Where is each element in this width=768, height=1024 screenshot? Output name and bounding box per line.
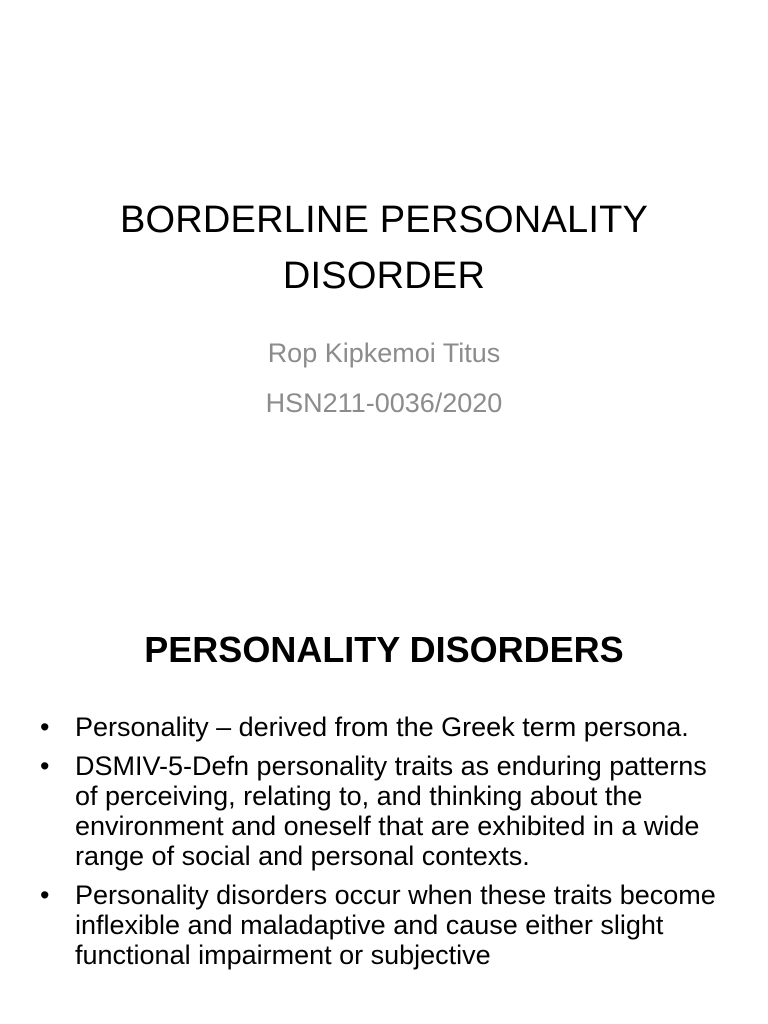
bullet-icon: • <box>40 712 50 742</box>
bullet-text: Personality disorders occur when these traits become inflexible and maladaptive and cause either slight functional impairment or subjective <box>75 880 716 970</box>
title-line-2: DISORDER <box>282 255 486 297</box>
content-slide <box>0 576 768 1024</box>
student-id: HSN211-0036/2020 <box>265 388 503 418</box>
bullet-icon: • <box>40 751 50 781</box>
presentation-title <box>0 192 768 304</box>
author-name: Rop Kipkemoi Titus <box>267 338 501 368</box>
bullet-item <box>40 880 730 970</box>
title-line-1: BORDERLINE PERSONALITY <box>119 199 649 241</box>
bullet-list <box>40 712 730 979</box>
bullet-text: DSMIV-5-Defn personality traits as enduring patterns of perceiving, relating to, and thinking about the environment and oneself that are exhibited in a wide range of social and personal contexts. <box>75 751 707 871</box>
bullet-icon: • <box>40 880 50 910</box>
slide-title: PERSONALITY DISORDERS <box>144 629 624 670</box>
bullet-item <box>40 712 730 742</box>
bullet-text: Personality – derived from the Greek term persona. <box>75 712 689 742</box>
bullet-item <box>40 751 730 871</box>
